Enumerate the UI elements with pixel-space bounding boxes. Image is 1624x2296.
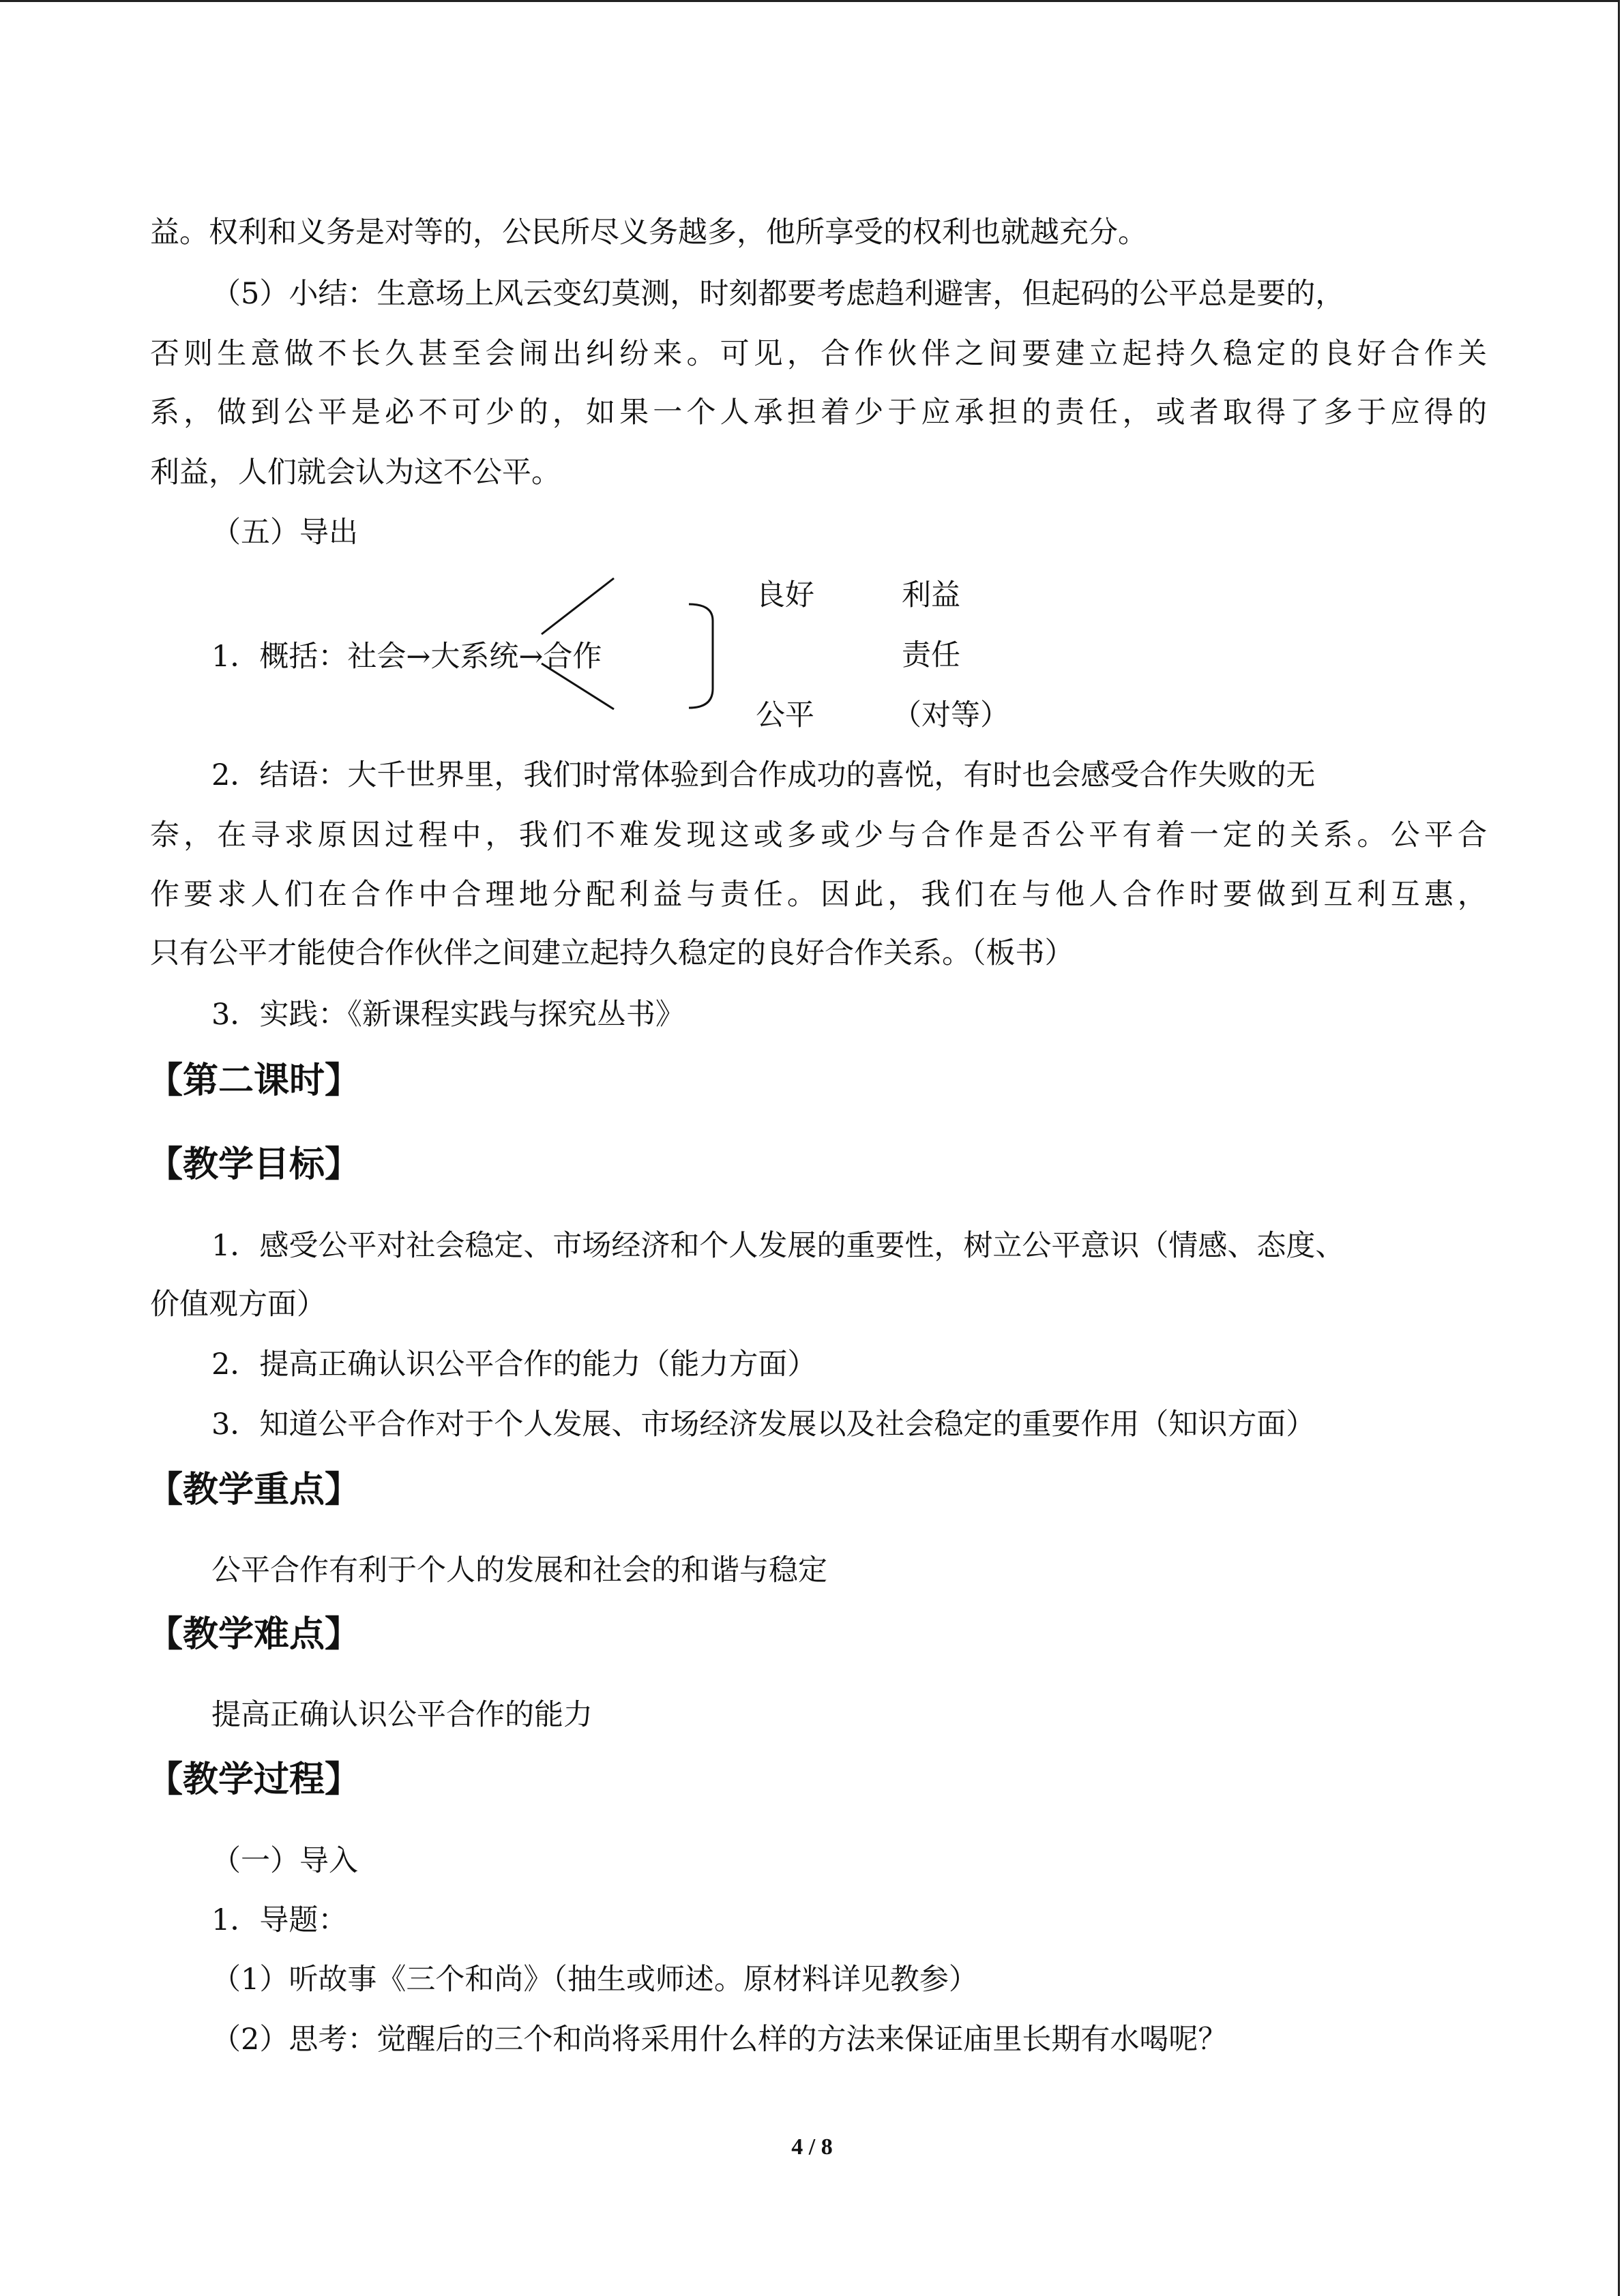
paragraph-line: 益。权利和义务是对等的，公民所尽义务越多，他所享受的权利也就越充分。 <box>150 215 1147 250</box>
diagram-label: 1．概括：社会→大系统→合作 <box>211 640 602 674</box>
summary-line: （5）小结：生意场上风云变幻莫测，时刻都要考虑趋利避害，但起码的公平总是要的， <box>211 277 1345 311</box>
heading-lesson-two: 【第二课时】 <box>147 1060 361 1101</box>
conclusion-line: 作要求人们在合作中合理地分配利益与责任。因此，我们在与他人合作时要做到互利互惠， <box>150 878 1487 912</box>
difficulty-text: 提高正确认识公平合作的能力 <box>211 1698 593 1732</box>
goal-item: 3．知道公平合作对于个人发展、市场经济发展以及社会稳定的重要作用（知识方面） <box>211 1407 1316 1442</box>
section-heading-five: （五）导出 <box>211 516 358 550</box>
heading-difficulties: 【教学难点】 <box>147 1614 361 1655</box>
heading-process: 【教学过程】 <box>147 1759 361 1800</box>
diagram-bracket <box>689 604 713 708</box>
diagram-upper-branch <box>542 578 614 634</box>
process-line: （2）思考：觉醒后的三个和尚将采用什么样的方法来保证庙里长期有水喝呢？ <box>211 2023 1228 2057</box>
diagram-gong-ping: 公平 <box>756 698 814 732</box>
diagram-dui-deng: （对等） <box>892 698 1009 732</box>
diagram-ze-ren: 责任 <box>902 638 960 672</box>
practice-line: 3．实践：《新课程实践与探究丛书》 <box>211 998 685 1032</box>
process-line: 1．导题： <box>211 1903 348 1937</box>
conclusion-line: 2．结语：大千世界里，我们时常体验到合作成功的喜悦，有时也会感受合作失败的无 <box>211 758 1316 792</box>
diagram-liang-hao: 良好 <box>756 578 814 612</box>
goal-item: 价值观方面） <box>150 1287 326 1322</box>
summary-line: 否则生意做不长久甚至会闹出纠纷来。可见，合作伙伴之间要建立起持久稳定的良好合作关 <box>150 337 1487 371</box>
heading-key-points: 【教学重点】 <box>147 1470 361 1510</box>
process-line: （一）导入 <box>211 1844 358 1878</box>
summary-line: 系，做到公平是必不可少的，如果一个人承担着少于应承担的责任，或者取得了多于应得的 <box>150 396 1487 430</box>
process-line: （1）听故事《三个和尚》（抽生或师述。原材料详见教参） <box>211 1963 978 1997</box>
summary-line: 利益，人们就会认为这不公平。 <box>150 456 561 490</box>
diagram-li-yi: 利益 <box>902 578 960 612</box>
goal-item: 2．提高正确认识公平合作的能力（能力方面） <box>211 1347 817 1382</box>
key-point-text: 公平合作有利于个人的发展和社会的和谐与稳定 <box>211 1553 827 1587</box>
goal-item: 1．感受公平对社会稳定、市场经济和个人发展的重要性，树立公平意识（情感、态度、 <box>211 1229 1345 1263</box>
page-number: 4 / 8 <box>791 2134 833 2160</box>
heading-teaching-goals: 【教学目标】 <box>147 1144 361 1185</box>
conclusion-line: 只有公平才能使合作伙伴之间建立起持久稳定的良好合作关系。（板书） <box>150 936 1074 970</box>
conclusion-line: 奈，在寻求原因过程中，我们不难发现这或多或少与合作是否公平有着一定的关系。公平合 <box>150 818 1487 852</box>
